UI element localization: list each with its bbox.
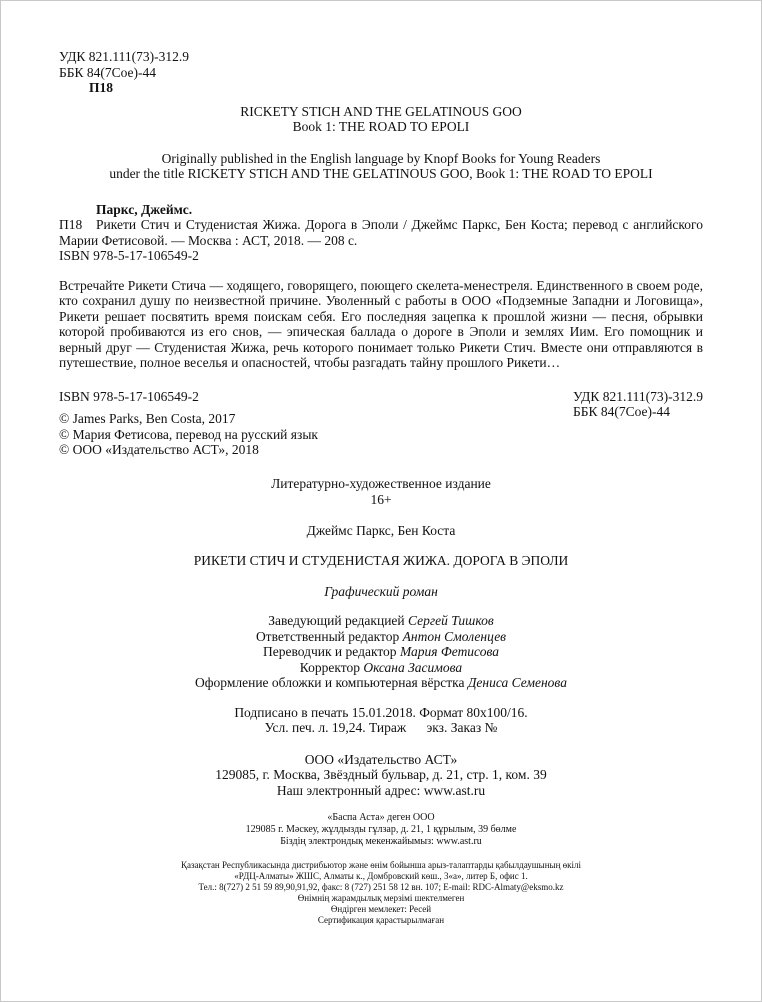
classification-codes xyxy=(59,49,703,96)
isbn-number: ISBN 978-5-17-106549-2 xyxy=(59,388,199,404)
staff-role: Заведующий редакцией xyxy=(268,613,409,628)
isbn-copyright-left xyxy=(59,389,318,458)
catalog-description-text: Рикети Стич и Студенистая Жижа. Дорога в Эполи / Джеймс Паркс, Бен Коста; перевод с английского Марии Фетисовой. — Москва : АСТ, 2018. — 208 с. xyxy=(59,217,703,248)
edition-type: Литературно-художественное издание xyxy=(271,475,491,491)
staff-name: Мария Фетисова xyxy=(399,644,499,659)
isbn-copyright-block xyxy=(59,389,703,458)
copyright-line: © Мария Фетисова, перевод на русский язык xyxy=(59,426,318,442)
kazakh-distributor-line: Сертификация қарастырылмаған xyxy=(317,915,445,925)
staff-credits xyxy=(59,613,703,691)
catalog-author: Паркс, Джеймс. xyxy=(96,201,193,217)
original-publication-line1: Originally published in the English language by Knopf Books for Young Readers xyxy=(161,150,601,166)
print-run-info xyxy=(59,705,703,736)
staff-line xyxy=(59,613,703,629)
staff-line xyxy=(59,644,703,660)
publisher-info xyxy=(59,752,703,799)
catalog-description xyxy=(59,217,703,248)
copyright-line: © James Parks, Ben Costa, 2017 xyxy=(59,411,236,426)
bbk-code-right: ББК 84(7Сое)-44 xyxy=(572,404,670,419)
kazakh-distributor-line: Қазақстан Республикасында дистрибьютор және өнім бойынша арыз-талаптарды қабылдаушының өкілі xyxy=(180,860,582,870)
staff-name: Антон Смоленцев xyxy=(402,628,507,644)
staff-line xyxy=(59,675,703,691)
catalog-card xyxy=(59,202,703,264)
authors-names: Джеймс Паркс, Бен Коста xyxy=(306,522,456,538)
staff-line xyxy=(59,629,703,645)
english-title-line1: RICKETY STICH AND THE GELATINOUS GOO xyxy=(240,103,522,119)
genre-label: Графический роман xyxy=(324,583,438,599)
staff-role: Ответственный редактор xyxy=(255,628,403,644)
staff-role: Оформление обложки и компьютерная вёрстка xyxy=(195,675,468,690)
staff-name: Дениса Семенова xyxy=(467,675,567,690)
age-rating: 16+ xyxy=(370,492,392,507)
print-sheets-order: Усл. печ. л. 19,24. Тираж экз. Заказ № xyxy=(264,720,498,735)
kazakh-distributor-line: Тел.: 8(727) 2 51 59 89,90,91,92, факс: 8 (727) 251 58 12 вн. 107; E-mail: RDC-Almaty@eksmo.kz xyxy=(198,882,564,892)
author-sign-code: П18 xyxy=(89,80,114,95)
catalog-code: П18 xyxy=(59,217,83,232)
bbk-code: ББК 84(7Сое)-44 xyxy=(59,64,157,80)
copyright-line: © ООО «Издательство АСТ», 2018 xyxy=(59,442,259,457)
kazakh-distributor-line: Өнімнің жарамдылық мерзімі шектелмеген xyxy=(297,893,465,903)
kazakh-distributor-line: «РДЦ-Алматы» ЖШС, Алматы к., Домбровский көш., 3«а», литер Б, офис 1. xyxy=(234,871,528,881)
staff-role: Переводчик и редактор xyxy=(262,644,400,659)
staff-line xyxy=(59,660,703,676)
russian-title: РИКЕТИ СТИЧ И СТУДЕНИСТАЯ ЖИЖА. ДОРОГА В ЭПОЛИ xyxy=(193,553,569,568)
print-date-format: Подписано в печать 15.01.2018. Формат 80х100/16. xyxy=(234,704,528,720)
catalog-isbn: ISBN 978-5-17-106549-2 xyxy=(59,248,199,263)
english-title-block xyxy=(59,104,703,135)
original-publication-line2: under the title RICKETY STICH AND THE GELATINOUS GOO, Book 1: THE ROAD TO EPOLI xyxy=(109,166,653,181)
kazakh-publisher-line: 129085 г. Мәскеу, жұлдызды гұлзар, д. 21, 1 құрылым, 39 бөлме xyxy=(245,824,517,835)
english-title-line2: Book 1: THE ROAD TO EPOLI xyxy=(292,119,470,134)
kazakh-publisher-info xyxy=(59,812,703,848)
udk-code: УДК 821.111(73)-312.9 xyxy=(59,49,190,64)
kazakh-distributor-line: Өндірген мемлекет: Ресей xyxy=(330,904,432,914)
original-publication-note xyxy=(59,151,703,182)
udk-code-right: УДК 821.111(73)-312.9 xyxy=(572,388,703,404)
publisher-website: Наш электронный адрес: www.ast.ru xyxy=(276,782,486,798)
classification-codes-right xyxy=(573,389,703,458)
publisher-address: 129085, г. Москва, Звёздный бульвар, д. 21, стр. 1, ком. 39 xyxy=(215,767,547,782)
staff-role: Корректор xyxy=(299,659,364,675)
kazakh-distributor-info xyxy=(59,860,703,926)
publisher-name: ООО «Издательство АСТ» xyxy=(304,751,458,767)
kazakh-publisher-line: Біздің электрондық мекенжайымыз: www.ast.ru xyxy=(280,836,482,847)
staff-name: Сергей Тишков xyxy=(408,613,494,628)
staff-name: Оксана Засимова xyxy=(363,659,463,675)
book-annotation: Встречайте Рикети Стича — ходящего, говорящего, поющего скелета-менестреля. Единственного в своем роде, кто сохранил душу по неизвестной причине. Уволенный с работы в ООО «Подземные Западни и Логовища», Рикети решает посвятить время поискам себя. Его последняя зацепка к прошлой жизни — песня, обрывки которой пробиваются из его снов, — эпическая баллада о дороге в Эполи и землях Иим. Его помощник и верный друг — Студенистая Жижа, речь которого понимает только Рикети Стич. Вместе они отправляются в путешествие, полное веселья и опасностей, чтобы разгадать тайну прошлого Рикети… xyxy=(59,277,703,370)
kazakh-publisher-line: «Баспа Аста» деген ООО xyxy=(327,812,435,823)
